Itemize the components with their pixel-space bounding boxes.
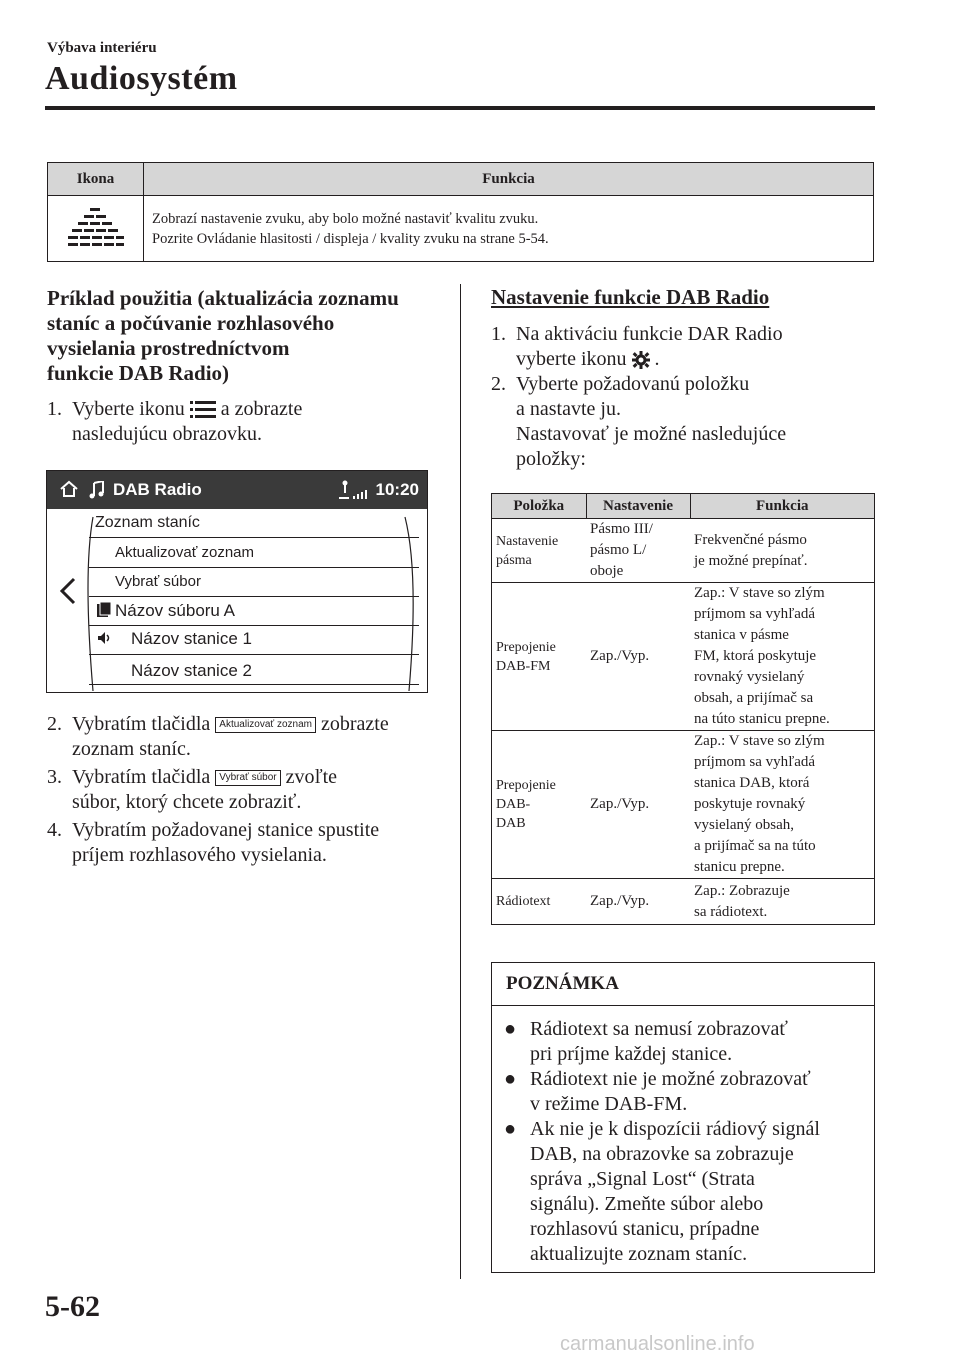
left-step-1 (47, 397, 447, 449)
function-cell (690, 583, 875, 731)
function-cell (690, 519, 875, 583)
note-line: Rádiotext sa nemusí zobrazovať (530, 1018, 788, 1040)
step-text: Vybratím požadovanej stanice spustite (72, 819, 380, 841)
step-number: 4. (47, 819, 62, 841)
signal-icon (339, 479, 371, 501)
row-divider (89, 596, 419, 597)
bullet-icon: ● (504, 1118, 517, 1140)
note-line: pri príjme každej stanice. (530, 1043, 733, 1065)
screen-time: 10:20 (375, 480, 419, 499)
column-divider (460, 284, 461, 1279)
cell-line: stanicu prepne. (694, 859, 785, 875)
cell-line: Zap./Vyp. (590, 893, 650, 909)
screen-row-station-list[interactable]: Zoznam staníc (95, 514, 200, 531)
cell-line: oboje (590, 563, 624, 579)
cell-line: príjmom sa vyhľadá (694, 754, 816, 770)
icon-cell (48, 196, 144, 262)
step-text (72, 765, 337, 790)
dab-settings-heading: Nastavenie funkcie DAB Radio (491, 285, 770, 309)
step-text-after: zvoľte (285, 766, 338, 788)
step-text-after: . (654, 348, 660, 370)
settings-header-setting: Nastavenie (586, 494, 690, 519)
cell-line: vysielaný obsah, (694, 817, 794, 833)
cell-line: DAB- (496, 797, 531, 812)
settings-table (491, 493, 875, 925)
step-text-line-2: nasledujúcu obrazovku. (72, 423, 262, 445)
page-title: Audiosystém (45, 60, 238, 97)
watermark: carmanualsonline.info (560, 1333, 755, 1355)
setting-cell (586, 879, 690, 925)
screen-status-bar (47, 471, 427, 509)
setting-cell (586, 519, 690, 583)
screen-row-select-file[interactable]: Vybrať súbor (115, 573, 201, 590)
step-text-line-1: Vyberte požadovanú položku (516, 373, 750, 395)
cell-line: poskytuje rovnaký (694, 796, 806, 812)
function-cell (690, 879, 875, 925)
cell-line: na túto stanicu prepne. (694, 711, 830, 727)
speaker-icon (97, 631, 113, 645)
left-step-4 (47, 818, 452, 870)
step-number: 3. (47, 766, 62, 788)
function-line-2: Pozrite Ovládanie hlasitosti / displeja / kvality zvuku na strane 5-54. (152, 230, 549, 247)
screen-row-station-2[interactable]: Názov stanice 2 (131, 661, 252, 680)
icon-column-header: Ikona (48, 163, 144, 196)
right-step-1 (491, 322, 871, 374)
cell-line: obsah, a prijímač sa (694, 690, 814, 706)
cell-line: Nastavenie (496, 533, 559, 549)
example-heading-line-4: funkcie DAB Radio) (47, 361, 230, 385)
item-cell (492, 583, 587, 731)
note-line: správa „Signal Lost“ (Strata (530, 1168, 755, 1190)
home-icon (59, 480, 79, 498)
example-heading-line-1: Príklad použitia (aktualizácia zoznamu (47, 286, 399, 310)
note-item (504, 1067, 864, 1117)
note-box (491, 962, 875, 1273)
update-list-button[interactable]: Aktualizovať zoznam (215, 717, 316, 733)
note-line: signálu). Zmeňte súbor alebo (530, 1193, 764, 1215)
step-text-line-2: zoznam staníc. (72, 738, 191, 760)
cell-line: DAB (496, 816, 526, 831)
table-row (492, 879, 875, 925)
setting-cell (586, 731, 690, 879)
setting-cell (586, 583, 690, 731)
page-number: 5-62 (45, 1290, 100, 1323)
step-text-after: zobrazte (320, 713, 389, 735)
note-line: DAB, na obrazovke sa zobrazuje (530, 1143, 794, 1165)
screen-row-station-1[interactable]: Názov stanice 1 (131, 629, 252, 648)
cell-line: Zap./Vyp. (590, 796, 650, 812)
row-divider (89, 567, 419, 568)
screen-title: DAB Radio (113, 480, 202, 499)
file-icon (97, 602, 111, 618)
cell-line: Zap.: Zobrazuje (694, 882, 790, 899)
music-note-icon (89, 481, 105, 499)
row-divider (89, 625, 419, 626)
gear-icon (632, 351, 650, 369)
cell-line: stanica DAB, ktorá (694, 775, 810, 791)
icon-table (47, 162, 874, 262)
right-step-2 (491, 372, 871, 474)
item-cell (492, 879, 587, 925)
example-heading-line-2: staníc a počúvanie rozhlasového (47, 311, 335, 335)
note-header (492, 963, 874, 1006)
step-text-before: vyberte ikonu (516, 348, 627, 370)
cell-line: FM, ktorá poskytuje (694, 648, 817, 664)
icon-function-cell (144, 196, 874, 262)
cell-line: Prepojenie (496, 778, 556, 793)
item-cell (492, 519, 587, 583)
step-text-before: Vyberte ikonu (72, 398, 185, 420)
step-number: 2. (47, 713, 62, 735)
cell-line: pásmo L/ (590, 542, 647, 558)
cell-line: Pásmo III/ (590, 521, 653, 537)
cell-line: pásma (496, 552, 532, 568)
bullet-icon: ● (504, 1068, 517, 1090)
row-divider (89, 684, 419, 685)
step-text (72, 397, 302, 422)
step-text-before: Vybratím tlačidla (72, 713, 211, 735)
cell-line: a prijímač sa na túto (694, 838, 816, 854)
function-line-1: Zobrazí nastavenie zvuku, aby bolo možné nastaviť kvalitu zvuku. (152, 210, 539, 227)
title-rule (45, 106, 875, 110)
select-file-button[interactable]: Vybrať súbor (215, 770, 280, 786)
item-cell (492, 731, 587, 879)
step-text-line-2: príjem rozhlasového vysielania. (72, 844, 327, 866)
left-step-2 (47, 712, 452, 764)
step-text-line-2: súbor, ktorý chcete zobraziť. (72, 791, 302, 813)
note-item (504, 1117, 864, 1267)
left-step-3 (47, 765, 452, 817)
cell-line: rovnaký vysielaný (694, 669, 805, 685)
step-number: 1. (491, 323, 506, 345)
cell-line: sa rádiotext. (694, 903, 768, 920)
function-column-header: Funkcia (144, 163, 874, 196)
cell-line: Prepojenie (496, 639, 556, 655)
step-number: 2. (491, 373, 506, 395)
cell-line: je možné prepínať. (694, 552, 808, 569)
table-row (492, 731, 875, 879)
step-text-after: a zobrazte (220, 398, 303, 420)
settings-header-function: Funkcia (690, 494, 875, 519)
list-icon (190, 400, 216, 420)
example-heading (47, 286, 442, 386)
step-text-before: Vybratím tlačidla (72, 766, 211, 788)
cell-line: Zap.: V stave so zlým (694, 733, 825, 749)
step-text: Na aktiváciu funkcie DAR Radio (516, 323, 783, 345)
screen-row-file-name[interactable]: Názov súboru A (115, 601, 236, 620)
table-row (492, 583, 875, 731)
dab-radio-screen (46, 470, 428, 693)
function-cell (690, 731, 875, 879)
step-text-line-2 (516, 347, 660, 372)
note-line: v režime DAB-FM. (530, 1093, 688, 1115)
step-text-line-4: položky: (516, 448, 586, 470)
note-item (504, 1017, 864, 1067)
cell-line: Frekvenčné pásmo (694, 531, 807, 548)
note-title: POZNÁMKA (506, 973, 619, 994)
step-text (72, 712, 389, 737)
step-text-line-3: Nastavovať je možné nasledujúce (516, 423, 787, 445)
note-line: Ak nie je k dispozícii rádiový signál (530, 1118, 820, 1140)
note-line: Rádiotext nie je možné zobrazovať (530, 1068, 811, 1090)
bullet-icon: ● (504, 1018, 517, 1040)
settings-header-item: Položka (492, 494, 587, 519)
section-label: Výbava interiéru (47, 40, 157, 56)
step-number: 1. (47, 398, 62, 420)
step-text-line-2: a nastavte ju. (516, 398, 621, 420)
example-heading-line-3: vysielania prostredníctvom (47, 336, 290, 360)
cell-line: príjmom sa vyhľadá (694, 606, 816, 622)
screen-row-update-list[interactable]: Aktualizovať zoznam (115, 544, 255, 561)
equalizer-icon (66, 204, 126, 248)
row-divider (89, 654, 419, 655)
cell-line: Zap.: V stave so zlým (694, 585, 825, 601)
cell-line: DAB-FM (496, 658, 551, 674)
table-row (492, 519, 875, 583)
row-divider (89, 537, 419, 538)
cell-line: stanica v pásme (694, 627, 789, 643)
note-line: aktualizujte zoznam staníc. (530, 1243, 748, 1265)
cell-line: Zap./Vyp. (590, 648, 650, 664)
note-line: rozhlasovú stanicu, prípadne (530, 1218, 760, 1240)
cell-line: Rádiotext (496, 894, 551, 909)
